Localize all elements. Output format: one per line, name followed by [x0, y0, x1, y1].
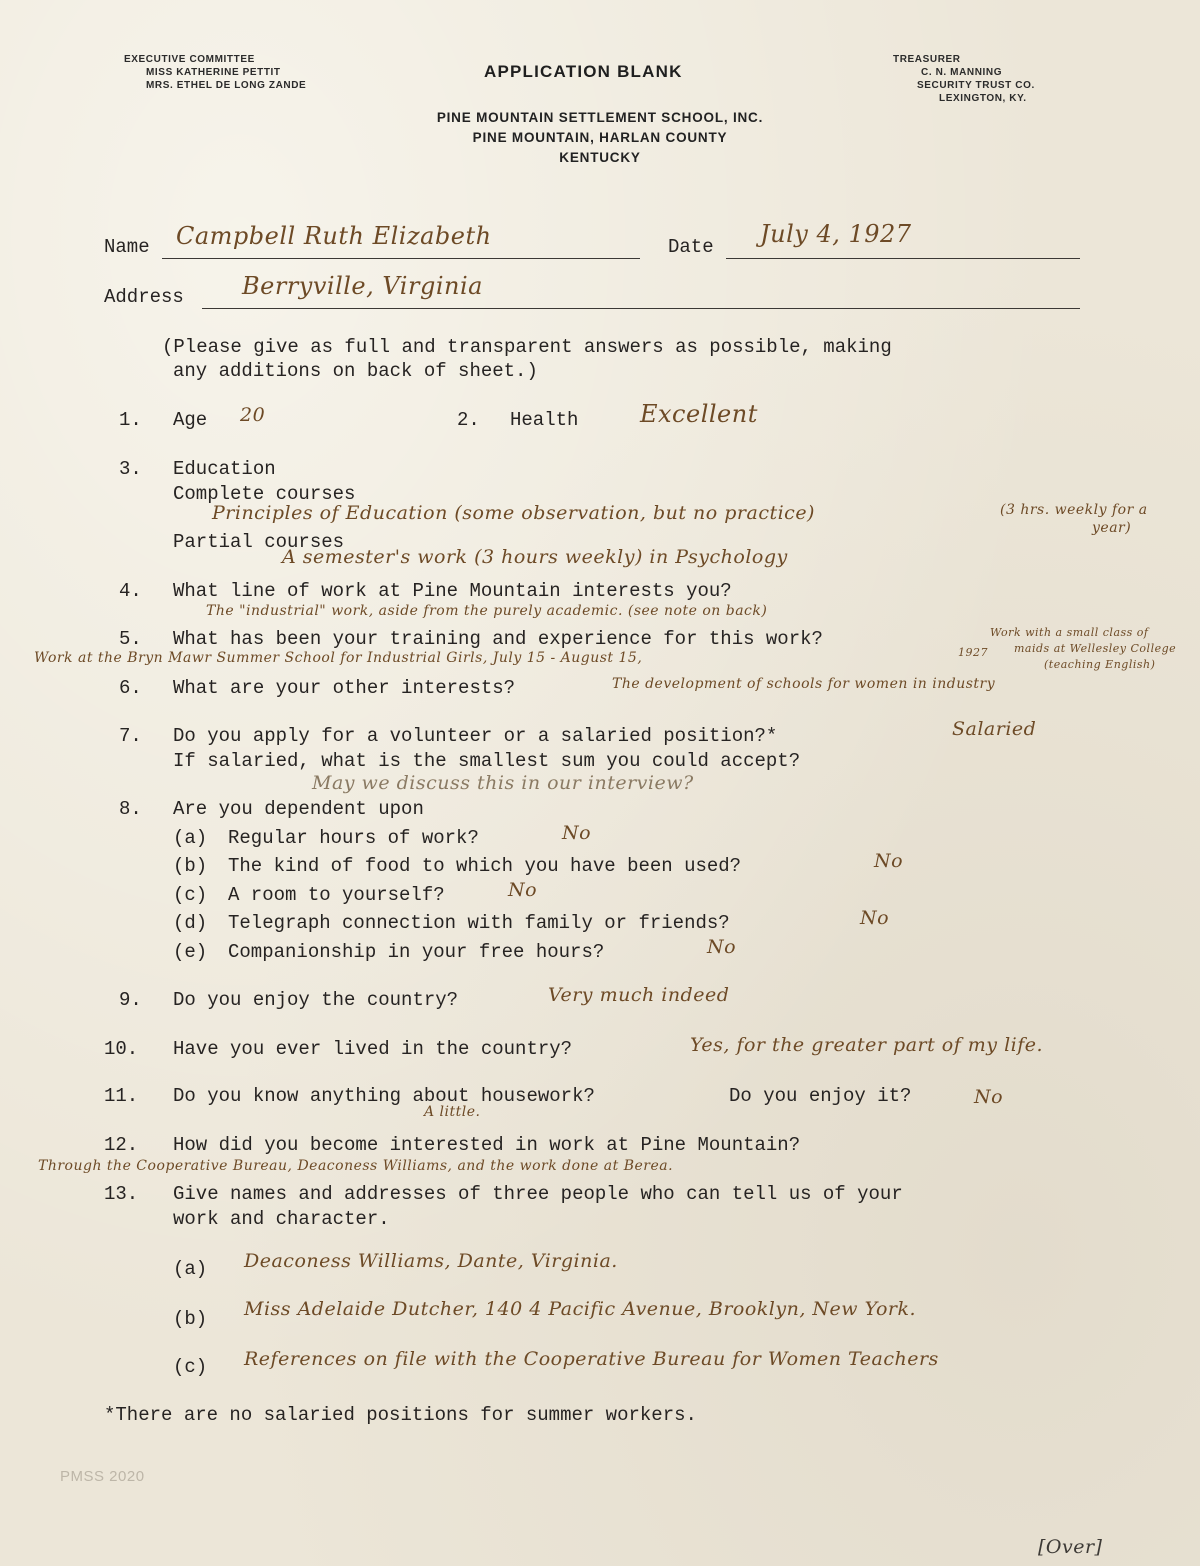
q3-complete-answer[interactable]: Principles of Education (some observation, but no practice) [212, 502, 815, 524]
q11-label: Do you know anything about housework? [173, 1085, 595, 1107]
q1-label: Age [173, 409, 208, 431]
committee-member-1: MISS KATHERINE PETTIT [146, 67, 281, 78]
ref-c-letter: (c) [173, 1356, 208, 1378]
q2-number: 2. [457, 409, 480, 431]
q11-answer[interactable]: A little. [424, 1104, 481, 1120]
q8e-text: Companionship in your free hours? [228, 941, 605, 963]
q2-answer[interactable]: Excellent [640, 400, 758, 428]
name-label: Name [104, 236, 150, 258]
q3-label: Education [173, 458, 276, 480]
q9-label: Do you enjoy the country? [173, 989, 459, 1011]
q8e-answer[interactable]: No [707, 936, 737, 958]
q13-label: Give names and addresses of three people who can tell us of your [173, 1183, 903, 1205]
q4-number: 4. [119, 580, 142, 602]
treasurer-city: LEXINGTON, KY. [939, 93, 1027, 104]
q5-number: 5. [119, 628, 142, 650]
q5-side-note-2[interactable]: maids at Wellesley College [1014, 642, 1177, 655]
q7-answer[interactable]: Salaried [952, 718, 1037, 740]
q6-number: 6. [119, 677, 142, 699]
treasurer-name: C. N. MANNING [921, 67, 1003, 78]
q11-number: 11. [104, 1085, 139, 1107]
committee-title: EXECUTIVE COMMITTEE [124, 54, 255, 65]
q12-number: 12. [104, 1134, 139, 1156]
q6-label: What are your other interests? [173, 677, 516, 699]
date-line [726, 258, 1080, 259]
q5-label: What has been your training and experience for this work? [173, 628, 823, 650]
q8c-text: A room to yourself? [228, 884, 445, 906]
q8b-answer[interactable]: No [874, 850, 904, 872]
q8a-answer[interactable]: No [562, 822, 592, 844]
q3-partial-answer[interactable]: A semester's work (3 hours weekly) in Psychology [282, 546, 788, 568]
q7-sub-label: If salaried, what is the smallest sum you could accept? [173, 750, 801, 772]
archive-watermark: PMSS 2020 [60, 1468, 145, 1485]
q6-answer[interactable]: The development of schools for women in industry [612, 676, 996, 692]
q8b-letter: (b) [173, 855, 208, 877]
ref-a-answer[interactable]: Deaconess Williams, Dante, Virginia. [244, 1250, 618, 1272]
q5-side-note-1[interactable]: Work with a small class of [990, 626, 1149, 639]
committee-member-2: MRS. ETHEL DE LONG ZANDE [146, 80, 307, 91]
q3-partial-label: Partial courses [173, 531, 345, 553]
name-value[interactable]: Campbell Ruth Elizabeth [176, 222, 492, 250]
instructions-line-1: (Please give as full and transparent answers as possible, making [162, 336, 892, 358]
q11-answer-2[interactable]: No [974, 1086, 1004, 1108]
q8b-text: The kind of food to which you have been used? [228, 855, 742, 877]
q10-answer[interactable]: Yes, for the greater part of my life. [690, 1034, 1044, 1056]
q4-label: What line of work at Pine Mountain interests you? [173, 580, 732, 602]
q8d-text: Telegraph connection with family or friends? [228, 912, 730, 934]
q3-number: 3. [119, 458, 142, 480]
treasurer-block [893, 53, 1035, 105]
date-label: Date [668, 236, 714, 258]
q11-label-2: Do you enjoy it? [729, 1085, 912, 1107]
ref-b-letter: (b) [173, 1308, 208, 1330]
ref-b-answer[interactable]: Miss Adelaide Dutcher, 140 4 Pacific Avenue, Brooklyn, New York. [244, 1298, 917, 1320]
q2-label: Health [510, 409, 579, 431]
address-line [202, 308, 1080, 309]
q4-answer[interactable]: The "industrial" work, aside from the purely academic. (see note on back) [206, 603, 768, 619]
school-location: PINE MOUNTAIN, HARLAN COUNTY [472, 130, 728, 145]
q13-number: 13. [104, 1183, 139, 1205]
q8d-answer[interactable]: No [860, 907, 890, 929]
q9-answer[interactable]: Very much indeed [548, 984, 730, 1006]
q1-answer[interactable]: 20 [240, 404, 266, 426]
q1-number: 1. [119, 409, 142, 431]
q8c-letter: (c) [173, 884, 208, 906]
q3-complete-note[interactable]: (3 hrs. weekly for a [1000, 502, 1148, 518]
treasurer-bank: SECURITY TRUST CO. [917, 80, 1035, 91]
q5-side-note-3[interactable]: (teaching English) [1044, 658, 1156, 671]
q8-label: Are you dependent upon [173, 798, 424, 820]
school-block [350, 108, 850, 168]
ref-a-letter: (a) [173, 1258, 208, 1280]
form-title: APPLICATION BLANK [484, 62, 683, 81]
name-line [162, 258, 640, 259]
executive-committee-block [124, 53, 306, 92]
q8e-letter: (e) [173, 941, 208, 963]
q8a-letter: (a) [173, 827, 208, 849]
treasurer-title: TREASURER [893, 54, 961, 65]
q9-number: 9. [119, 989, 142, 1011]
q3-complete-label: Complete courses [173, 483, 356, 505]
q8-number: 8. [119, 798, 142, 820]
date-value[interactable]: July 4, 1927 [760, 220, 912, 248]
q7-label: Do you apply for a volunteer or a salaried position?* [173, 725, 778, 747]
ref-c-answer[interactable]: References on file with the Cooperative Bureau for Women Teachers [244, 1348, 939, 1370]
school-name: PINE MOUNTAIN SETTLEMENT SCHOOL, INC. [436, 110, 764, 125]
q13-label-2: work and character. [173, 1208, 390, 1230]
q8a-text: Regular hours of work? [228, 827, 479, 849]
q12-label: How did you become interested in work at Pine Mountain? [173, 1134, 801, 1156]
school-state: KENTUCKY [559, 150, 641, 165]
address-value[interactable]: Berryville, Virginia [242, 272, 483, 300]
q10-number: 10. [104, 1038, 139, 1060]
q10-label: Have you ever lived in the country? [173, 1038, 573, 1060]
q8c-answer[interactable]: No [508, 879, 538, 901]
q3-complete-note-2[interactable]: year) [1092, 520, 1132, 536]
q5-year[interactable]: 1927 [958, 646, 988, 659]
instructions-line-2: any additions on back of sheet.) [173, 360, 538, 382]
footnote: *There are no salaried positions for summer workers. [104, 1404, 697, 1426]
q8d-letter: (d) [173, 912, 208, 934]
q12-answer[interactable]: Through the Cooperative Bureau, Deaconess Williams, and the work done at Berea. [38, 1158, 674, 1174]
q7-number: 7. [119, 725, 142, 747]
address-label: Address [104, 286, 184, 308]
q5-answer[interactable]: Work at the Bryn Mawr Summer School for Industrial Girls, July 15 - August 15, [34, 650, 643, 666]
over-note: [Over] [1038, 1536, 1103, 1558]
q7-sub-answer[interactable]: May we discuss this in our interview? [312, 772, 694, 794]
